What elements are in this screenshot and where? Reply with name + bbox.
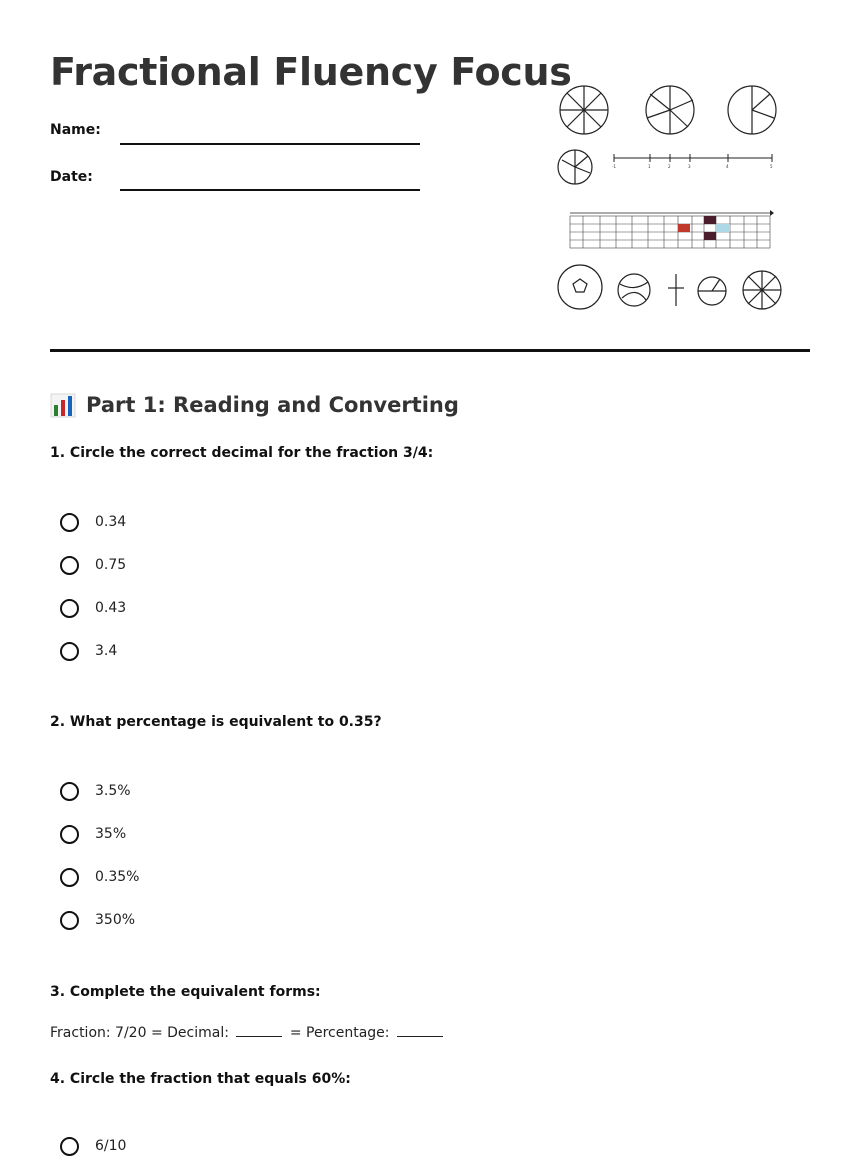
option-label: 35% [95, 826, 127, 842]
option-label: 3.4 [95, 643, 118, 659]
svg-text:3: 3 [688, 164, 691, 169]
option-label: 0.43 [95, 600, 127, 616]
q2-option-b[interactable] [60, 821, 126, 847]
svg-text:4: 4 [726, 164, 729, 169]
date-field[interactable] [120, 189, 420, 191]
number-line-icon [614, 154, 772, 162]
radio-circle[interactable] [60, 599, 79, 618]
svg-text:5: 5 [770, 164, 773, 169]
radio-circle[interactable] [60, 1137, 79, 1156]
percentage-text: = Percentage: [289, 1025, 390, 1041]
page-title: Fractional Fluency Focus [50, 50, 572, 94]
svg-text:1: 1 [648, 164, 651, 169]
radio-circle[interactable] [60, 556, 79, 575]
fraction-decimal-text: Fraction: 7/20 = Decimal: [50, 1025, 229, 1041]
percentage-blank[interactable] [397, 1024, 443, 1037]
decimal-blank[interactable] [236, 1024, 282, 1037]
section-title: Part 1: Reading and Converting [86, 393, 459, 417]
svg-text:2: 2 [668, 164, 671, 169]
question-4: 4. Circle the fraction that equals 60%: [50, 1071, 351, 1087]
option-label: 3.5% [95, 783, 131, 799]
option-label: 0.75 [95, 557, 127, 573]
ball-icon [558, 265, 781, 309]
bar-chart-icon [50, 392, 76, 418]
fraction-illustration [550, 78, 790, 318]
radio-circle[interactable] [60, 513, 79, 532]
equivalent-forms-line [50, 1024, 446, 1041]
q1-option-a[interactable] [60, 509, 126, 535]
q1-option-d[interactable] [60, 638, 117, 664]
name-field[interactable] [120, 143, 420, 145]
radio-circle[interactable] [60, 642, 79, 661]
radio-circle[interactable] [60, 782, 79, 801]
question-3: 3. Complete the equivalent forms: [50, 984, 321, 1000]
section-heading [50, 389, 459, 421]
q2-option-c[interactable] [60, 864, 139, 890]
q1-option-c[interactable] [60, 595, 126, 621]
q2-option-d[interactable] [60, 907, 135, 933]
name-label: Name: [50, 122, 101, 138]
q1-option-b[interactable] [60, 552, 126, 578]
radio-circle[interactable] [60, 868, 79, 887]
date-label: Date: [50, 169, 93, 185]
q4-option-a[interactable] [60, 1133, 126, 1159]
option-label: 350% [95, 912, 136, 928]
section-divider [50, 349, 810, 352]
question-2: 2. What percentage is equivalent to 0.35? [50, 714, 382, 730]
pie-fraction-icon [558, 86, 776, 184]
radio-circle[interactable] [60, 911, 79, 930]
fraction-grid-icon [570, 210, 774, 248]
option-label: 0.34 [95, 514, 127, 530]
svg-text:-1: -1 [612, 164, 616, 169]
radio-circle[interactable] [60, 825, 79, 844]
option-label: 6/10 [95, 1138, 127, 1154]
question-1: 1. Circle the correct decimal for the fraction 3/4: [50, 445, 434, 461]
option-label: 0.35% [95, 869, 140, 885]
q2-option-a[interactable] [60, 778, 131, 804]
